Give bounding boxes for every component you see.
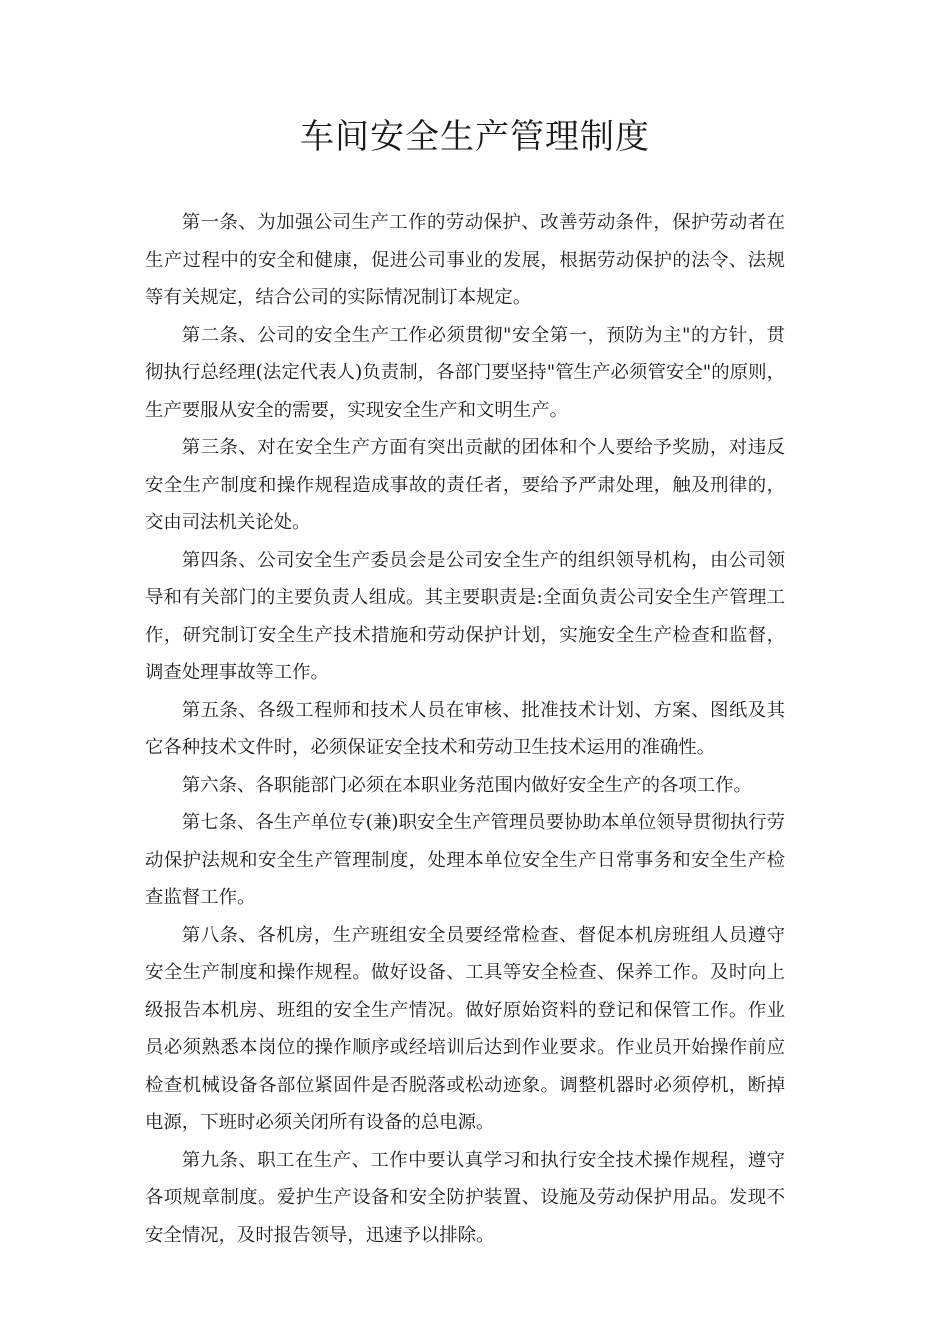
- document-body: [145, 204, 785, 1254]
- article-6-paragraph: 第六条、各职能部门必须在本职业务范围内做好安全生产的各项工作。: [181, 774, 752, 796]
- article-4-paragraph: 第四条、公司安全生产委员会是公司安全生产的组织领导机构，由公司领导和有关部门的主要负责人组成。其主要职责是:全面负责公司安全生产管理工作，研究制订安全生产技术措施和劳动保护计划，实施安全生产检查和监督，调查处理事故等工作。: [145, 549, 785, 683]
- article-7-paragraph: 第七条、各生产单位专(兼)职安全生产管理员要协助本单位领导贯彻执行劳动保护法规和安全生产管理制度，处理本单位安全生产日常事务和安全生产检查监督工作。: [145, 812, 785, 908]
- document-title: 车间安全生产管理制度: [300, 117, 650, 157]
- article-9-paragraph: 第九条、职工在生产、工作中要认真学习和执行安全技术操作规程，遵守各项规章制度。爱护生产设备和安全防护装置、设施及劳动保护用品。发现不安全情况，及时报告领导，迅速予以排除。: [145, 1149, 785, 1246]
- article-3-paragraph: 第三条、对在安全生产方面有突出贡献的团体和个人要给予奖励，对违反安全生产制度和操作规程造成事故的责任者，要给予严肃处理，触及刑律的，交由司法机关论处。: [145, 437, 785, 533]
- article-2-paragraph: 第二条、公司的安全生产工作必须贯彻"安全第一，预防为主"的方针，贯彻执行总经理(法定代表人)负责制，各部门要坚持"管生产必须管安全"的原则，生产要服从安全的需要，实现安全生产和文明生产。: [145, 324, 785, 421]
- article-5-paragraph: 第五条、各级工程师和技术人员在审核、批准技术计划、方案、图纸及其它各种技术文件时，必须保证安全技术和劳动卫生技术运用的准确性。: [145, 699, 785, 758]
- article-8-paragraph: 第八条、各机房，生产班组安全员要经常检查、督促本机房班组人员遵守安全生产制度和操作规程。做好设备、工具等安全检查、保养工作。及时向上级报告本机房、班组的安全生产情况。做好原始资料的登记和保管工作。作业员必须熟悉本岗位的操作顺序或经培训后达到作业要求。作业员开始操作前应检查机械设备各部位紧固件是否脱落或松动迹象。调整机器时必须停机，断掉电源，下班时必须关闭所有设备的总电源。: [145, 924, 785, 1133]
- article-1-paragraph: 第一条、为加强公司生产工作的劳动保护、改善劳动条件，保护劳动者在生产过程中的安全和健康，促进公司事业的发展，根据劳动保护的法令、法规等有关规定，结合公司的实际情况制订本规定。: [145, 212, 785, 308]
